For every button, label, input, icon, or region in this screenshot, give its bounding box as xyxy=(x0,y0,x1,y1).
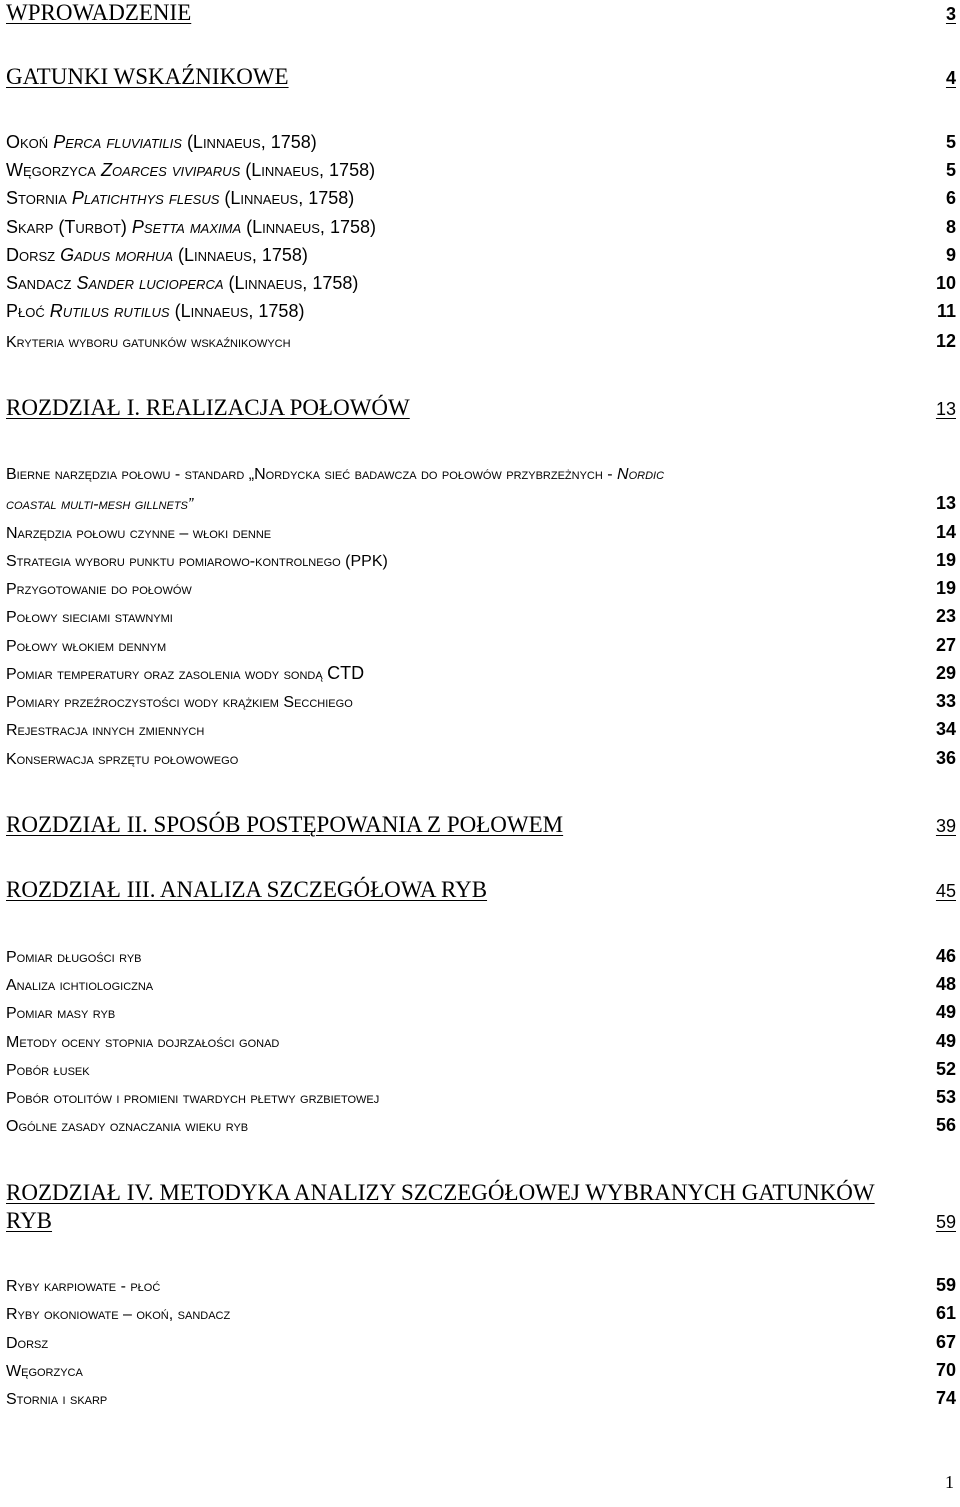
toc-heading-ch4-line1[interactable] xyxy=(6,1180,956,1206)
toc-entry[interactable]: Pobór łusek 52 xyxy=(6,1059,956,1079)
toc-entry[interactable]: Pobór otolitów i promieni twardych płetwy grzbietowej 53 xyxy=(6,1087,956,1107)
toc-page: 39 xyxy=(935,816,956,836)
toc-page: 74 xyxy=(935,1388,956,1408)
toc-page: 59 xyxy=(935,1275,956,1295)
toc-entry-bierne-line1[interactable]: Bierne narzędzia połowu - standard „Nordycka sieć badawcza do połowów przybrzeżnych - Nordic xyxy=(6,466,665,483)
toc-title: Kryteria wyboru gatunków wskaźnikowych xyxy=(6,334,291,351)
toc-entry[interactable]: Pomiar masy ryb 49 xyxy=(6,1002,956,1022)
toc-page: 29 xyxy=(935,663,956,683)
toc-page: 14 xyxy=(935,522,956,542)
toc-entry[interactable]: Ryby karpiowate - płoć 59 xyxy=(6,1275,956,1295)
toc-page: 56 xyxy=(935,1115,956,1135)
toc-entry[interactable]: Przygotowanie do połowów 19 xyxy=(6,578,956,598)
toc-page: 49 xyxy=(935,1002,956,1022)
toc-entry[interactable]: Analiza ichtiologiczna 48 xyxy=(6,974,956,994)
toc-title: RYB xyxy=(6,1208,53,1233)
toc-page: 36 xyxy=(935,748,956,768)
toc-page: 46 xyxy=(935,946,956,966)
toc-entry[interactable]: Pomiar temperatury oraz zasolenia wody sondą CTD 29 xyxy=(6,663,956,683)
toc-page: 11 xyxy=(936,301,956,321)
toc-entry[interactable]: Narzędzia połowu czynne – włoki denne 14 xyxy=(6,522,956,542)
toc-page: 27 xyxy=(935,635,956,655)
toc-page: 13 xyxy=(935,493,956,513)
toc-entry[interactable]: Konserwacja sprzętu połowowego 36 xyxy=(6,748,956,768)
toc-page: 3 xyxy=(945,4,956,24)
toc-entry-stornia[interactable]: Stornia Platichthys flesus (Linnaeus, 1758) 6 xyxy=(6,188,956,208)
toc-title: WPROWADZENIE xyxy=(6,0,192,25)
toc-entry[interactable]: Ryby okoniowate – okoń, sandacz 61 xyxy=(6,1303,956,1323)
toc-entry[interactable]: Dorsz 67 xyxy=(6,1332,956,1352)
toc-heading-ch1[interactable] xyxy=(6,395,956,421)
toc-page: 67 xyxy=(935,1332,956,1352)
toc-entry[interactable]: Rejestracja innych zmiennych 34 xyxy=(6,719,956,739)
toc-entry[interactable]: Stornia i skarp 74 xyxy=(6,1388,956,1408)
toc-entry[interactable]: Węgorzyca 70 xyxy=(6,1360,956,1380)
toc-page: 5 xyxy=(945,160,956,180)
toc-entry-kryteria[interactable] xyxy=(6,331,956,352)
toc-page: 48 xyxy=(935,974,956,994)
toc-heading-ch4-line2[interactable] xyxy=(6,1208,956,1234)
toc-page: 23 xyxy=(935,606,956,626)
toc-entry[interactable]: Połowy sieciami stawnymi 23 xyxy=(6,606,956,626)
toc-page: 6 xyxy=(945,188,956,208)
toc-entry[interactable]: Pomiary przeźroczystości wody krążkiem Secchiego 33 xyxy=(6,691,956,711)
toc-entry-ploc[interactable]: Płoć Rutilus rutilus (Linnaeus, 1758) 11 xyxy=(6,301,956,321)
toc-page: 52 xyxy=(935,1059,956,1079)
toc-page: 8 xyxy=(945,217,956,237)
page-number: 1 xyxy=(945,1472,954,1492)
toc-heading-gatunki[interactable] xyxy=(6,64,956,90)
toc-entry[interactable]: Połowy włokiem dennym 27 xyxy=(6,635,956,655)
toc-page: 5 xyxy=(945,132,956,152)
toc-page: 45 xyxy=(935,881,956,901)
toc-entry[interactable]: Strategia wyboru punktu pomiarowo-kontrolnego (PPK) 19 xyxy=(6,550,956,570)
toc-page: 59 xyxy=(935,1212,956,1232)
toc-page: 10 xyxy=(935,273,956,293)
toc-heading-ch3[interactable] xyxy=(6,877,956,903)
toc-page: 70 xyxy=(935,1360,956,1380)
toc-page: 19 xyxy=(935,550,956,570)
toc-title: ROZDZIAŁ III. ANALIZA SZCZEGÓŁOWA RYB xyxy=(6,877,488,902)
toc-page: 19 xyxy=(935,578,956,598)
toc-page: 61 xyxy=(935,1303,956,1323)
toc-title: ROZDZIAŁ II. SPOSÓB POSTĘPOWANIA Z POŁOWEM xyxy=(6,812,564,837)
toc-page: 13 xyxy=(935,399,956,419)
toc-entry[interactable]: Ogólne zasady oznaczania wieku ryb 56 xyxy=(6,1115,956,1135)
toc-entry-wegorzyca[interactable]: Węgorzyca Zoarces viviparus (Linnaeus, 1758) 5 xyxy=(6,160,956,180)
toc-page: 9 xyxy=(945,245,956,265)
toc-entry[interactable]: Pomiar długości ryb 46 xyxy=(6,946,956,966)
toc-heading-wprowadzenie[interactable] xyxy=(6,0,956,26)
toc-page: 12 xyxy=(935,331,956,351)
toc-title: GATUNKI WSKAŹNIKOWE xyxy=(6,64,289,89)
toc-entry-okon[interactable]: Okoń Perca fluviatilis (Linnaeus, 1758) 5 xyxy=(6,132,956,152)
toc-page: 33 xyxy=(935,691,956,711)
toc-title: ROZDZIAŁ I. REALIZACJA POŁOWÓW xyxy=(6,395,410,420)
toc-entry-bierne-line2[interactable]: coastal multi-mesh gillnets” 13 xyxy=(6,493,956,513)
toc-entry-skarp[interactable]: Skarp (Turbot) Psetta maxima (Linnaeus, 1758) 8 xyxy=(6,217,956,237)
toc-page: 34 xyxy=(935,719,956,739)
toc-heading-ch2[interactable] xyxy=(6,812,956,838)
toc-title: ROZDZIAŁ IV. METODYKA ANALIZY SZCZEGÓŁOWEJ WYBRANYCH GATUNKÓW xyxy=(6,1180,875,1205)
toc-page: 49 xyxy=(935,1031,956,1051)
toc-entry-dorsz[interactable]: Dorsz Gadus morhua (Linnaeus, 1758) 9 xyxy=(6,245,956,265)
toc-page: 4 xyxy=(945,68,956,88)
toc-entry[interactable]: Metody oceny stopnia dojrzałości gonad 49 xyxy=(6,1031,956,1051)
toc-page: 53 xyxy=(935,1087,956,1107)
toc-entry-sandacz[interactable]: Sandacz Sander lucioperca (Linnaeus, 1758) 10 xyxy=(6,273,956,293)
